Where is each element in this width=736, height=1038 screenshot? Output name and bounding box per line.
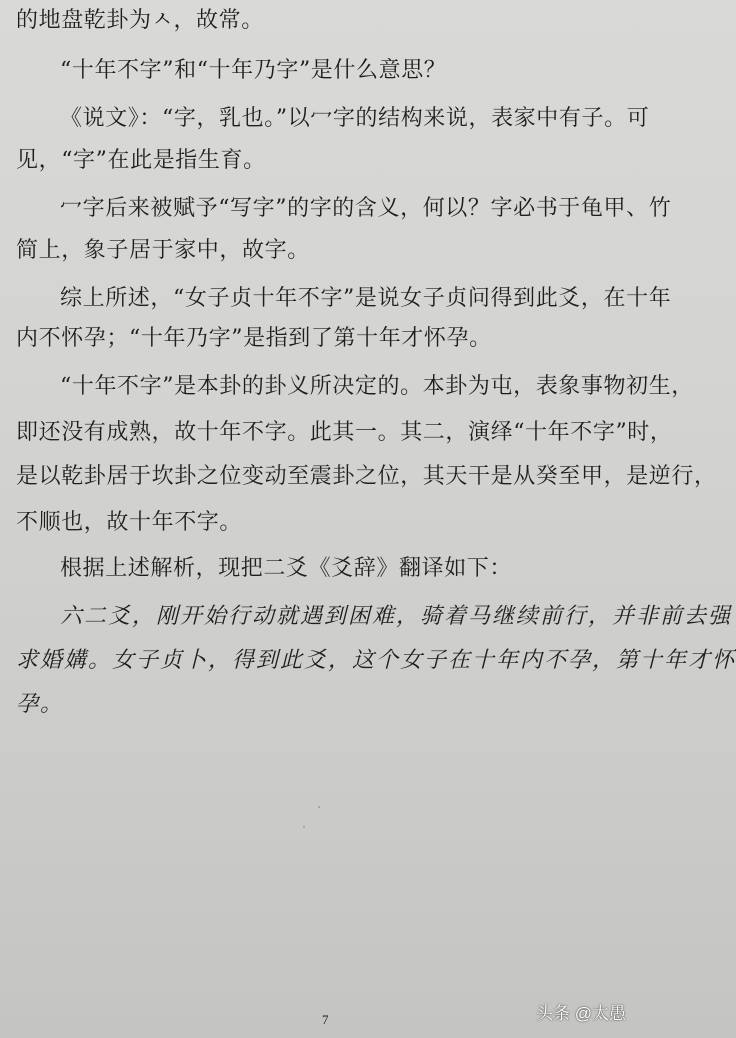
text-line: 简上，象子居于家中，故字。 bbox=[16, 238, 310, 263]
text-line: 综上所述，“女子贞十年不字”是说女子贞问得到此爻，在十年 bbox=[60, 286, 672, 311]
text-line: 内不怀孕；“十年乃字”是指到了第十年才怀孕。 bbox=[16, 326, 492, 351]
text-line: 根据上述解析，现把二爻《爻辞》翻译如下： bbox=[60, 556, 513, 581]
text-line: 不顺也，故十年不字。 bbox=[16, 510, 243, 535]
text-line: 《说文》：“字，乳也。”以冖字的结构来说，表家中有子。可 bbox=[60, 106, 650, 131]
text-line: “十年不字”和“十年乃字”是什么意思？ bbox=[60, 58, 447, 83]
text-line: “十年不字”是本卦的卦义所决定的。本卦为屯，表象事物初生， bbox=[60, 374, 694, 399]
text-line: 即还没有成熟，故十年不字。此其一。其二，演绎“十年不字”时， bbox=[16, 420, 673, 445]
text-line: 孕。 bbox=[16, 692, 65, 717]
paper-speck bbox=[303, 826, 305, 828]
page-number: 7 bbox=[322, 1012, 329, 1027]
text-line: 见，“字”在此是指生育。 bbox=[16, 148, 266, 173]
text-line: 六二爻，刚开始行动就遇到困难，骑着马继续前行，并非前去强 bbox=[60, 604, 733, 629]
text-line: 求婚媾。女子贞卜，得到此爻，这个女子在十年内不孕，第十年才怀 bbox=[16, 648, 736, 673]
text-line: 是以乾卦居于坎卦之位变动至震卦之位，其天干是从癸至甲，是逆行， bbox=[16, 464, 717, 489]
text-line: 的地盘乾卦为ㅅ，故常。 bbox=[16, 8, 264, 33]
text-line: 冖字后来被赋予“写字”的字的含义，何以？字必书于龟甲、竹 bbox=[60, 196, 672, 221]
paper-speck bbox=[318, 806, 320, 808]
watermark: 头条 @太愚 bbox=[536, 1004, 626, 1023]
